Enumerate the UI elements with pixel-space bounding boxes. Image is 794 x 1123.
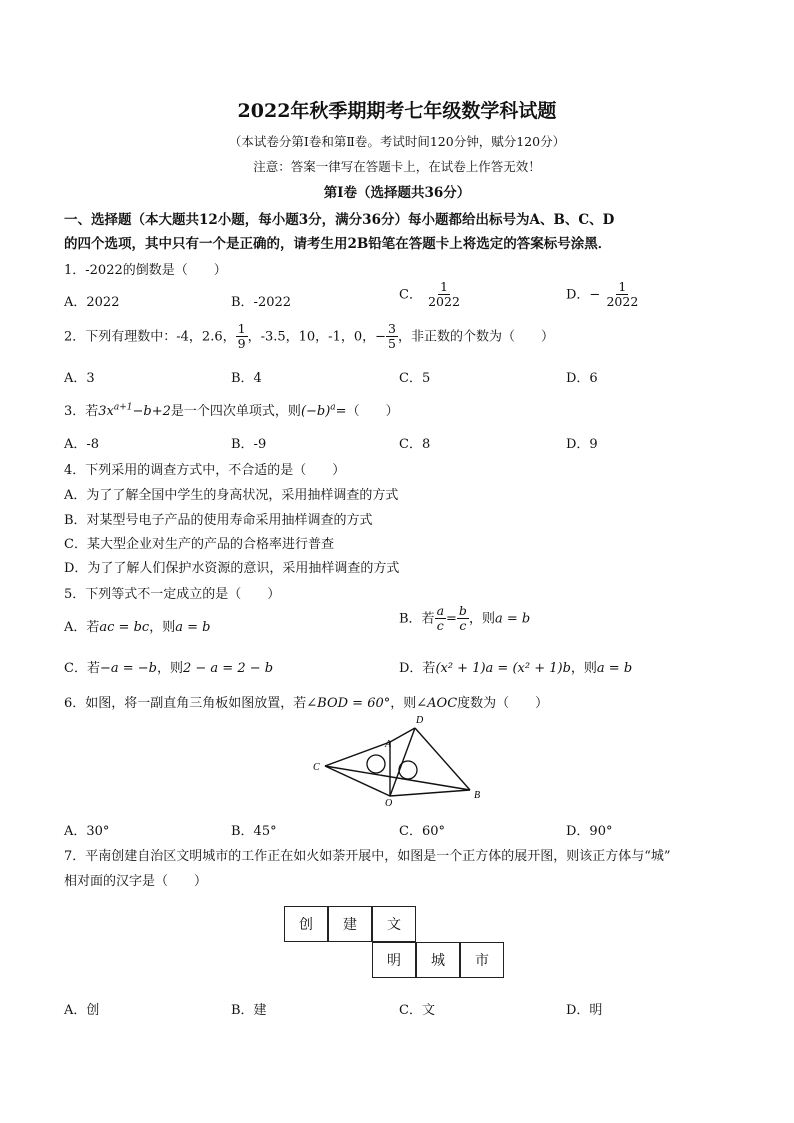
q3-stem: 3．若$3x^{a+1}-b+2$是一个四次单项式，则$(-b)^a=$（ ） (64, 402, 399, 419)
q7-option-a[interactable]: A．创 (64, 1003, 100, 1018)
q5-option-a[interactable]: A．若ac = bc，则a = b (64, 620, 211, 635)
exam-subtitle: （本试卷分第Ⅰ卷和第Ⅱ卷。考试时间120分钟，赋分120分） (228, 134, 566, 149)
q4-option-c[interactable]: C．某大型企业对生产的产品的合格率进行普查 (64, 537, 334, 552)
q2-stem: 2．下列有理数中：-4，2.6， $\frac{1}{9}$ ，-3.5，10，-1，0，− $\frac{3}{5}$ ，非正数的个数为（ ） (64, 321, 554, 352)
section-heading-line1: 一、选择题（本大题共12小题，每小题3分，满分36分）每小题都给出标号为A、B、C、D (64, 212, 615, 228)
triangle-hole-right (399, 761, 417, 779)
q2-fraction-3-5: $\frac{3}{5}$ (388, 321, 396, 352)
net-cell-1: 创 (284, 906, 328, 942)
q7-stem-line2: 相对面的汉字是（ ） (64, 874, 208, 889)
q7-cube-net (284, 906, 514, 982)
label-d: D (416, 715, 424, 726)
label-a: A (385, 739, 392, 750)
triangle-side-ao (325, 742, 390, 796)
net-cell-6: 市 (460, 942, 504, 978)
q6-stem: 6．如图，将一副直角三角板如图放置，若∠BOD = 60°，则∠AOC度数为（ ） (64, 696, 549, 711)
q4-option-d[interactable]: D．为了了解人们保护水资源的意识，采用抽样调查的方式 (64, 561, 400, 576)
q1-option-d[interactable] (566, 280, 640, 310)
q1-option-a[interactable]: A．2022 (64, 295, 120, 310)
q2-option-b[interactable]: B．4 (231, 371, 262, 386)
q1-option-c-prefix: C． (399, 287, 422, 303)
q1-option-c-fraction: $\frac{1}{2022}$ (428, 279, 460, 310)
q5-option-b[interactable]: B．若 $\frac{a}{c}$ = $\frac{b}{c}$ ，则a = b (399, 603, 531, 634)
net-cell-5: 城 (416, 942, 460, 978)
exam-notice: 注意：答案一律写在答题卡上，在试卷上作答无效！ (253, 159, 541, 174)
q3-option-b[interactable]: B．-9 (231, 437, 267, 452)
triangle-hole-left (367, 755, 385, 773)
q4-option-b[interactable]: B．对某型号电子产品的使用寿命采用抽样调查的方式 (64, 513, 373, 528)
q1-stem: 1．-2022的倒数是（ ） (64, 263, 227, 278)
q3-option-d[interactable]: D．9 (566, 437, 598, 452)
q5-stem: 5．下列等式不一定成立的是（ ） (64, 587, 281, 602)
q7-option-c[interactable]: C．文 (399, 1003, 435, 1018)
label-o: O (385, 798, 393, 806)
q1-option-d-prefix: D．− (566, 287, 601, 303)
q5-option-c[interactable]: C．若−a = −b，则2 − a = 2 − b (64, 661, 274, 676)
q3-option-a[interactable]: A．-8 (64, 437, 100, 452)
segment-db (415, 728, 470, 790)
q6-option-a[interactable]: A．30° (64, 824, 110, 839)
q7-option-d[interactable]: D．明 (566, 1003, 603, 1018)
volume-title: 第Ⅰ卷（选择题共36分） (323, 185, 471, 201)
page-title: 2022年秋季期期考七年级数学科试题 (237, 100, 557, 122)
q5-option-d[interactable]: D．若(x² + 1)a = (x² + 1)b，则a = b (399, 661, 633, 676)
q4-option-a[interactable]: A．为了了解全国中学生的身高状况，采用抽样调查的方式 (64, 488, 399, 503)
q3-option-c[interactable]: C．8 (399, 437, 431, 452)
triangle-cob (325, 766, 470, 796)
q2-option-c[interactable]: C．5 (399, 371, 431, 386)
q6-triangle-figure (305, 706, 495, 806)
q6-option-c[interactable]: C．60° (399, 824, 445, 839)
q1-option-c[interactable] (399, 280, 462, 310)
q1-option-d-fraction: $\frac{1}{2022}$ (606, 279, 639, 310)
label-c: C (313, 762, 320, 773)
net-cell-4: 明 (372, 942, 416, 978)
net-cell-3: 文 (372, 906, 416, 942)
q2-fraction-1-9: $\frac{1}{9}$ (237, 321, 246, 352)
q6-option-d[interactable]: D．90° (566, 824, 613, 839)
section-heading-line2: 的四个选项，其中只有一个是正确的，请考生用2B铅笔在答题卡上将选定的答案标号涂黑． (64, 236, 612, 252)
q2-option-a[interactable]: A．3 (64, 371, 95, 386)
q6-option-b[interactable]: B．45° (231, 824, 277, 839)
label-b: B (474, 790, 481, 801)
q2-option-d[interactable]: D．6 (566, 371, 598, 386)
net-cell-2: 建 (328, 906, 372, 942)
q4-stem: 4．下列采用的调查方式中，不合适的是（ ） (64, 463, 346, 478)
q7-option-b[interactable]: B．建 (231, 1003, 267, 1018)
q1-option-b[interactable]: B．-2022 (231, 295, 292, 310)
q7-stem-line1: 7．平南创建自治区文明城市的工作正在如火如荼开展中，如图是一个正方体的展开图，则该正方体与“城” (64, 849, 671, 864)
